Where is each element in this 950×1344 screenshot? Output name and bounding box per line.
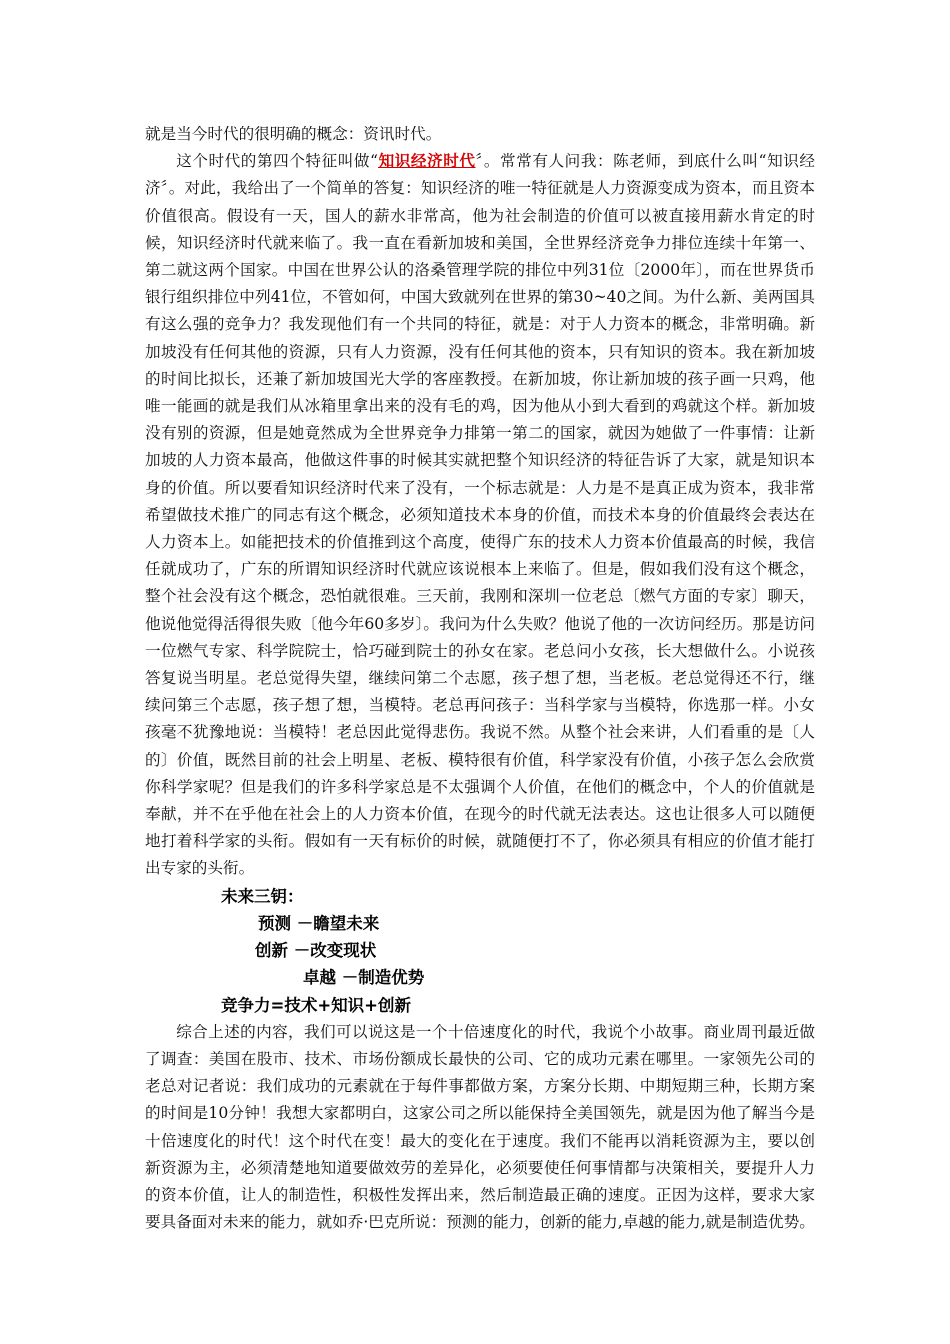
keyword-knowledge-economy: 知识经济时代 — [378, 152, 476, 171]
keys-title: 未来三钥： — [221, 886, 304, 906]
paragraph-speed-era: 综合上述的内容，我们可以说这是一个十倍速度化的时代，我说个小故事。商业周刊最近做了调查：美国在股市、技术、市场份额成长最快的公司、它的成功元素在哪里。一家领先公司的老总对记者说：我们成功的元素就在于每件事都做方案，方案分长期、中期短期三种，长期方案的时间是10分钟！我想大家都明白，这家公司之所以能保持全美国领先，就是因为他了解当今是十倍速度化的时代！这个时代在变！最大的变化在于速度。我们不能再以消耗资源为主，要以创新资源为主，必须清楚地知道要做效劳的差异化，必须要使任何事情都与决策相关，要提升人力的资本价值，让人的制造性，积极性发挥出来，然后制造最正确的速度。正因为这样，要求大家要具备面对未来的能力，就如乔·巴克所说：预测的能力，创新的能力,卓越的能力,就是制造优势。 — [145, 1022, 815, 1232]
key-predict: 预测 －瞻望未来 — [258, 913, 380, 933]
key-innovate: 创新 －改变现状 — [255, 941, 377, 961]
future-keys-block — [145, 883, 815, 1019]
paragraph-lead: 这个时代的第四个特征叫做“ — [176, 152, 379, 171]
paragraph-body: 〞。常常有人问我：陈老师，到底什么叫“知识经济〞。对此，我给出了一个简单的答复：知识经济的唯一特征就是人力资源变成为资本，而且资本价值很高。假设有一天，国人的薪水非常高，他为社会制造的价值可以被直接用薪水肯定的时候，知识经济时代就来临了。我一直在看新加坡和美国，全世界经济竞争力排位连续十年第一、第二就这两个国家。中国在世界公认的洛桑管理学院的排位中列31位〔2000年〕，而在世界货币银行组织排位中列41位，不管如何，中国大致就列在世界的第30~40之间。为什么新、美两国具有这么强的竞争力？我发现他们有一个共同的特征，就是：对于人力资本的概念，非常明确。新加坡没有任何其他的资源，只有人力资源，没有任何其他的资本，只有知识的资本。我在新加坡的时间比拟长，还兼了新加坡国光大学的客座教授。在新加坡，你让新加坡的孩子画一只鸡，他唯一能画的就是我们从冰箱里拿出来的没有毛的鸡，因为他从小到大看到的鸡就这个样。新加坡没有别的资源，但是她竟然成为全世界竞争力排第一第二的国家，就因为她做了一件事情：让新加坡的人力资本最高，他做这件事的时候其实就把整个知识经济的特征告诉了大家，就是知识本身的价值。所以要看知识经济时代来了没有，一个标志就是：人力是不是真正成为资本，我非常希望做技术推广的同志有这个概念，必须知道技术本身的价值，而技术本身的价值最终会表达在人力资本上。如能把技术的价值推到这个高度，使得广东的技术人力资本价值最高的时候，我信任就成功了，广东的所谓知识经济时代就应该说根本上来临了。但是，假如我们没有这个概念，整个社会没有这个概念，恐怕就很难。三天前，我刚和深圳一位老总〔燃气方面的专家〕聊天，他说他觉得活得很失败〔他今年60多岁〕。我问为什么失败？他说了他的一次访问经历。那是访问一位燃气专家、科学院院士，恰巧碰到院士的孙女在家。老总问小女孩，长大想做什么。小说孩答复说当明星。老总觉得失望，继续问第二个志愿，孩子想了想，当老板。老总觉得还不行，继续问第三个志愿，孩子想了想，当模特。老总再问孩子：当科学家与当模特，你选那一样。小女孩毫不犹豫地说：当模特！老总因此觉得悲伤。我说不然。从整个社会来讲，人们看重的是〔人的〕价值，既然目前的社会上明星、老板、模特很有价值，科学家没有价值，小孩子怎么会欣赏你科学家呢？但是我们的许多科学家总是不太强调个人价值，在他们的概念中，个人的价值就是奉献，并不在乎他在社会上的人力资本价值，在现今的时代就无法表达。这也让很多人可以随便地打着科学家的头衔。假如有一天有标价的时候，就随便打不了，你必须具有相应的价值才能打出专家的头衔。 — [145, 152, 815, 878]
intro-line: 就是当今时代的很明确的概念：资讯时代。 — [145, 125, 442, 143]
competitiveness-formula: 竞争力=技术+知识+创新 — [221, 995, 411, 1015]
document-page — [145, 121, 815, 1236]
key-excel: 卓越 －制造优势 — [303, 968, 425, 988]
paragraph-knowledge-economy — [145, 148, 815, 882]
